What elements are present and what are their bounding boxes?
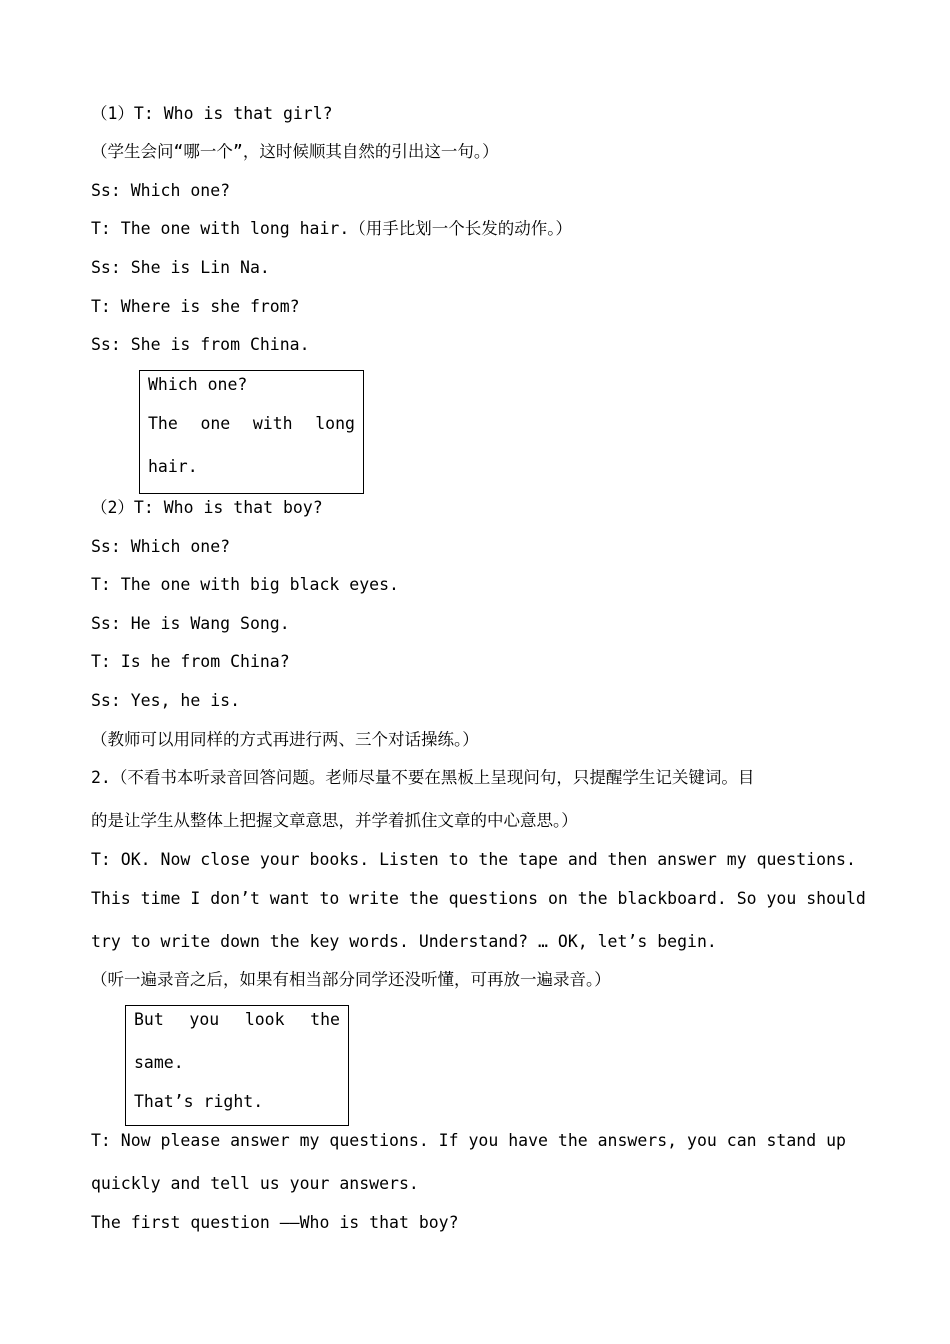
text-line: quickly and tell us your answers. [91,1174,419,1193]
box-line: Which one? [148,375,248,394]
text-line: T: Now please answer my questions. If you have the answers, you can stand up [91,1131,846,1150]
box-word: with [252,414,293,433]
text-line: T: Is he from China? [91,652,290,671]
box-word: long [315,414,355,433]
text-line: （学生会问“哪一个”，这时候顺其自然的引出这一句。） [91,142,499,161]
box-word: one [200,414,231,433]
box-word: the [310,1010,340,1029]
text-line: T: Where is she from? [91,297,300,316]
text-line: Ss: She is Lin Na. [91,258,270,277]
text-line: Ss: Yes, he is. [91,691,241,710]
box-line: hair. [148,457,198,476]
text-line: Ss: Which one? [91,181,231,200]
text-line: The first question ——Who is that boy? [91,1213,459,1232]
text-line: （教师可以用同样的方式再进行两、三个对话操练。） [91,730,479,749]
box-line: same. [134,1053,184,1072]
text-line: Ss: Which one? [91,537,231,556]
text-line: （2）T: Who is that boy? [91,498,323,517]
text-line: try to write down the key words. Understand? … OK, let’s begin. [91,932,717,951]
key-phrase-box-2 [125,1005,349,1126]
box-word: you [189,1010,220,1029]
text-line: （1）T: Who is that girl? [91,104,333,123]
box-line: That’s right. [134,1092,264,1111]
box-word: But [134,1010,164,1029]
box-word: look [244,1010,285,1029]
key-phrase-box-1 [139,370,364,494]
text-line: T: The one with long hair.（用手比划一个长发的动作。） [91,219,573,238]
text-line: 2.（不看书本听录音回答问题。老师尽量不要在黑板上呈现问句，只提醒学生记关键词。目 [91,768,755,787]
box-line [134,1009,340,1031]
box-line [148,413,355,435]
text-line: T: OK. Now close your books. Listen to the tape and then answer my questions. [91,850,856,869]
text-line: Ss: She is from China. [91,335,310,354]
box-word: The [148,414,178,433]
text-line: Ss: He is Wang Song. [91,614,290,633]
text-line: This time I don’t want to write the questions on the blackboard. So you should [91,889,866,908]
text-line: T: The one with big black eyes. [91,575,399,594]
text-line: （听一遍录音之后，如果有相当部分同学还没听懂，可再放一遍录音。） [91,970,611,989]
text-line: 的是让学生从整体上把握文章意思，并学着抓住文章的中心意思。） [91,811,578,830]
